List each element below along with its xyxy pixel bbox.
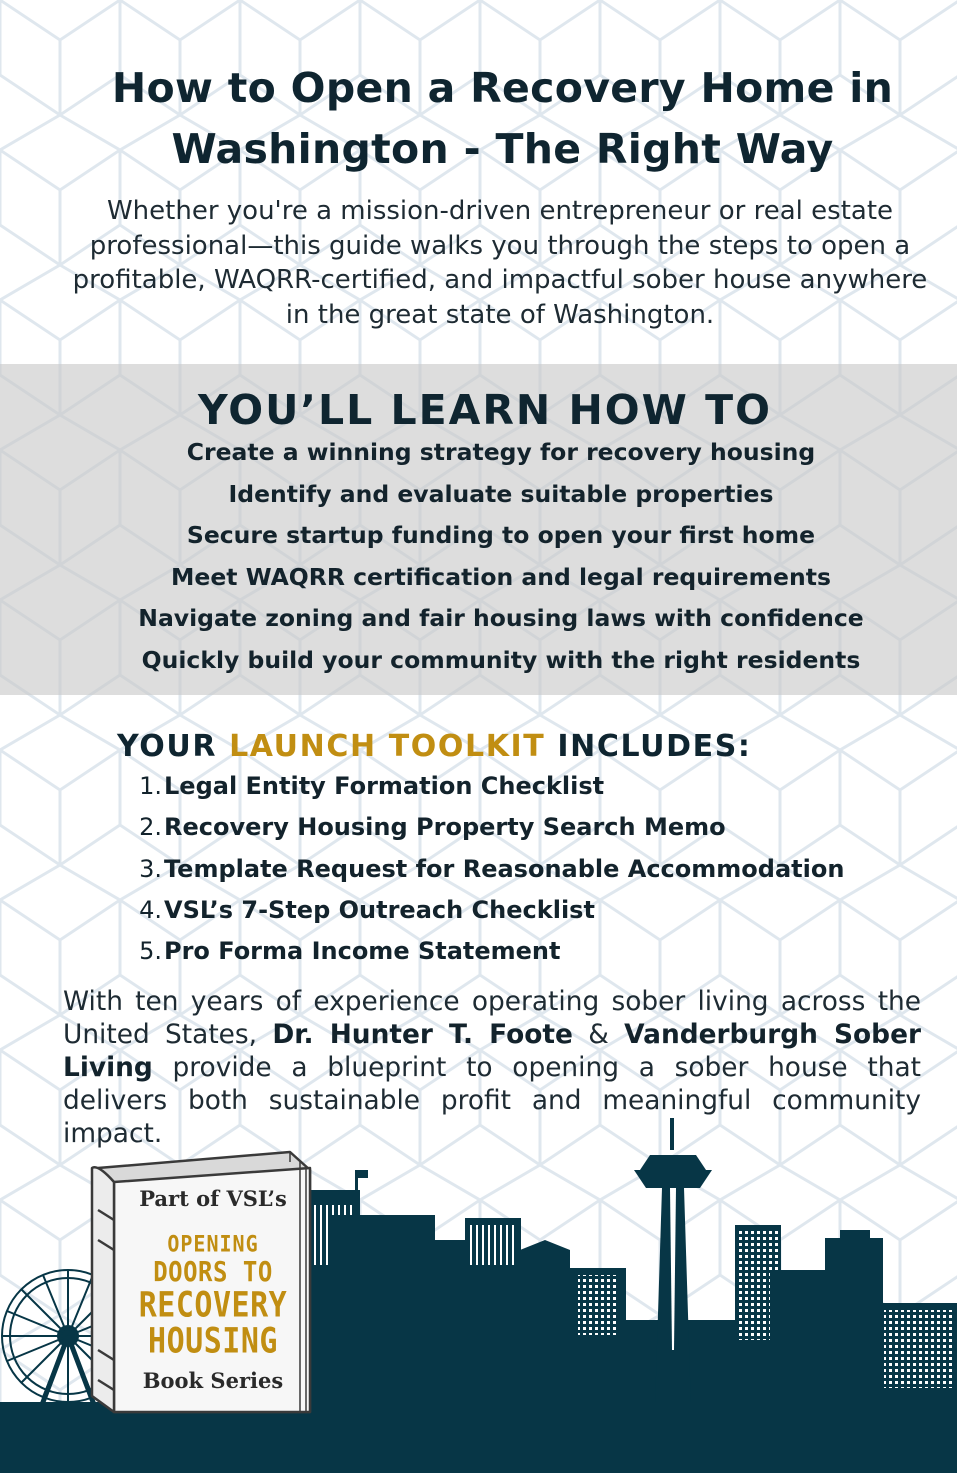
toolkit-item bbox=[130, 766, 844, 807]
toolkit-heading bbox=[117, 726, 752, 768]
author-name: Dr. Hunter T. Foote bbox=[272, 1019, 573, 1050]
toolkit-item-text: Pro Forma Income Statement bbox=[164, 937, 561, 966]
toolkit-item bbox=[130, 807, 844, 848]
toolkit-heading-accent: LAUNCH TOOLKIT bbox=[229, 729, 546, 764]
toolkit-item bbox=[130, 890, 844, 931]
learn-item: Identify and evaluate suitable properties bbox=[228, 479, 774, 508]
book-subtitle-bottom: Book Series bbox=[142, 1368, 284, 1393]
toolkit-list bbox=[130, 766, 844, 972]
learn-list bbox=[0, 432, 957, 681]
organization-name: Vanderburgh Sober Living bbox=[63, 1019, 921, 1083]
toolkit-item-number: 1. bbox=[139, 772, 162, 800]
toolkit-item-number: 4. bbox=[139, 895, 162, 924]
outro-ampersand: & bbox=[572, 1019, 625, 1050]
toolkit-item-text: Recovery Housing Property Search Memo bbox=[164, 813, 726, 842]
title-line-1: How to Open a Recovery Home in bbox=[111, 64, 894, 112]
learn-item: Secure startup funding to open your first home bbox=[186, 521, 816, 549]
toolkit-heading-suffix: INCLUDES: bbox=[545, 729, 752, 764]
learn-item: Navigate zoning and fair housing laws with confidence bbox=[138, 604, 864, 632]
learn-heading: YOU’LL LEARN HOW TO bbox=[198, 386, 772, 434]
learn-item: Quickly build your community with the right residents bbox=[141, 645, 861, 674]
intro-paragraph: Whether you're a mission-driven entrepreneur or real estate professional—this guide walks you through the steps to open a profitable, WAQRR-certified, and impactful sober house anywhere in the great state of Washington. bbox=[72, 196, 928, 330]
outro-text-2: provide a blueprint to opening a sober house that delivers both sustainable profit and meaningful community impact. bbox=[63, 1052, 921, 1149]
toolkit-heading-prefix: YOUR bbox=[117, 729, 230, 764]
book-title-line-2: DOORS TO bbox=[153, 1255, 273, 1289]
toolkit-item-number: 2. bbox=[139, 813, 162, 842]
page-title bbox=[40, 58, 957, 180]
toolkit-item bbox=[130, 931, 844, 972]
book-title-line-3: RECOVERY bbox=[138, 1285, 288, 1326]
toolkit-item-text: VSL’s 7-Step Outreach Checklist bbox=[164, 895, 595, 924]
outro-text-1: With ten years of experience operating sober living across the United States, bbox=[63, 986, 921, 1050]
toolkit-item bbox=[130, 849, 844, 890]
book-title-line-1: OPENING bbox=[167, 1230, 259, 1258]
toolkit-item-text: Template Request for Reasonable Accommodation bbox=[164, 854, 845, 883]
title-line-2: Washington - The Right Way bbox=[171, 125, 834, 173]
toolkit-item-text: Legal Entity Formation Checklist bbox=[164, 772, 605, 800]
toolkit-item-number: 3. bbox=[139, 854, 162, 883]
learn-item: Create a winning strategy for recovery housing bbox=[186, 438, 816, 466]
book-subtitle-top: Part of VSL’s bbox=[139, 1186, 287, 1211]
toolkit-item-number: 5. bbox=[139, 937, 162, 966]
learn-item: Meet WAQRR certification and legal requirements bbox=[171, 562, 831, 591]
book-title-line-4: HOUSING bbox=[148, 1321, 278, 1362]
